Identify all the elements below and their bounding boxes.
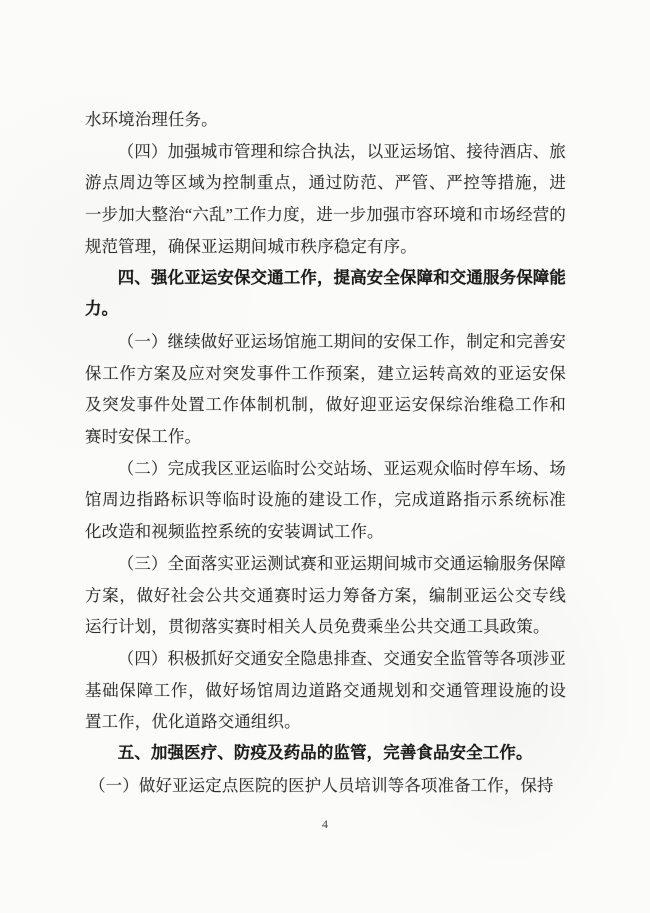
document-body	[85, 104, 566, 801]
body-paragraph: 水环境治理任务。	[85, 110, 218, 129]
body-paragraph: （三）全面落实亚运测试赛和亚运期间城市交通运输服务保障方案，做好社会公共交通赛时运力筹备方案，编制亚运公交专线运行计划，贯彻落实赛时相关人员免费乘坐公共交通工具政策。	[85, 553, 566, 637]
page-number: 4	[322, 817, 328, 831]
body-paragraph: （四）加强城市管理和综合执法，以亚运场馆、接待酒店、旅游点周边等区域为控制重点，通过防范、严管、严控等措施，进一步加大整治“六乱”工作力度，进一步加强市容环境和市场经营的规范管理，确保亚运期间城市秩序稳定有序。	[85, 141, 566, 256]
body-paragraph: （二）完成我区亚运临时公交站场、亚运观众临时停车场、场馆周边指路标识等临时设施的建设工作，完成道路指示系统标准化改造和视频监控系统的安装调试工作。	[85, 458, 566, 542]
body-paragraph: （四）积极抓好交通安全隐患排查、交通安全监管等各项涉亚基础保障工作，做好场馆周边道路交通规划和交通管理设施的设置工作，优化道路交通组织。	[85, 648, 566, 732]
body-paragraph: （一）继续做好亚运场馆施工期间的安保工作，制定和完善安保工作方案及应对突发事件工作预案，建立运转高效的亚运安保及突发事件处置工作体制机制，做好迎亚运安保综治维稳工作和赛时安保工作。	[85, 331, 566, 447]
section-heading: 四、强化亚运安保交通工作，提高安全保障和交通服务保障能力。	[85, 268, 566, 319]
section-heading: 五、加强医疗、防疫及药品的监管，完善食品安全工作。	[117, 744, 533, 763]
body-paragraph: （一）做好亚运定点医院的医护人员培训等各项准备工作，保持	[89, 775, 554, 795]
